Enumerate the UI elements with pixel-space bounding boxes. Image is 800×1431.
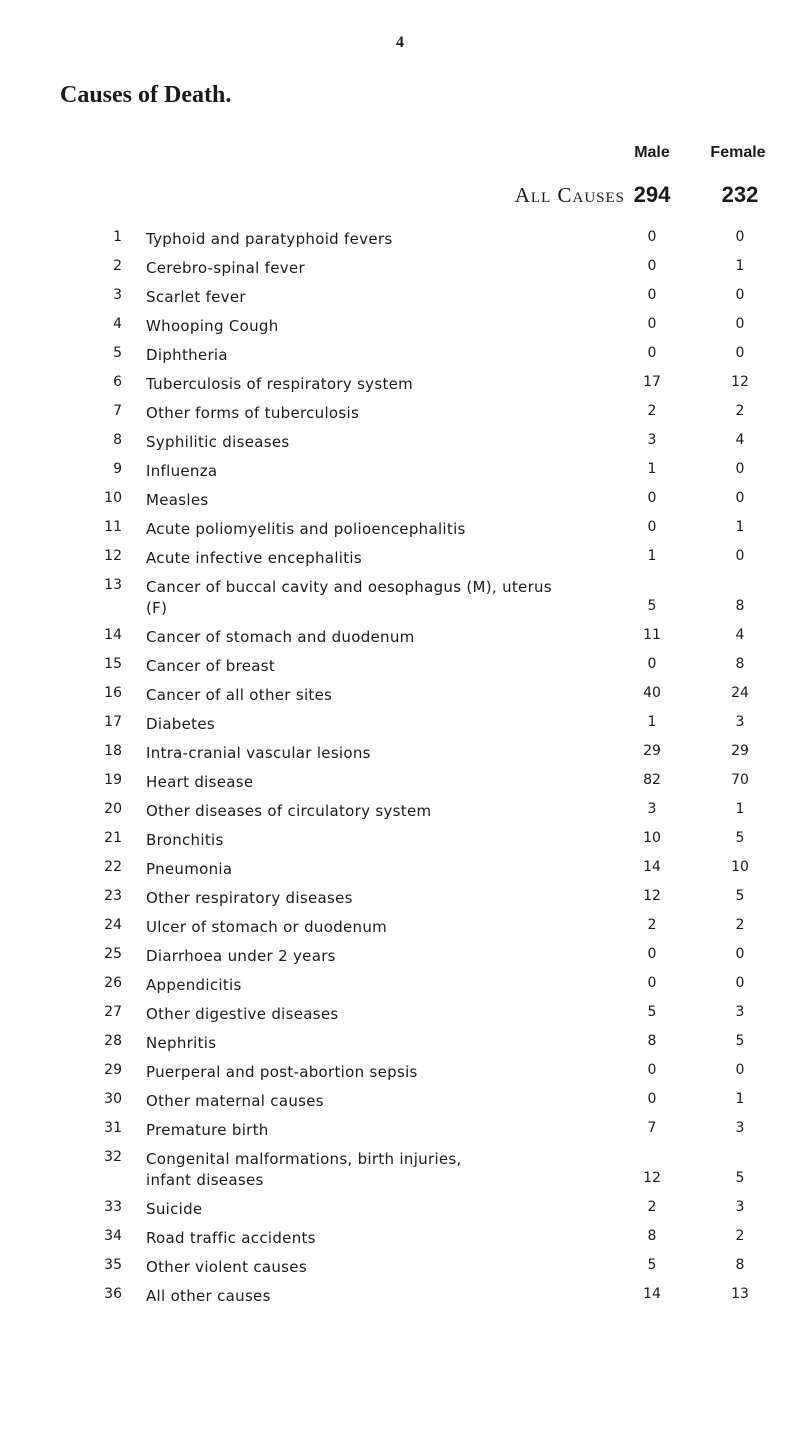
cause-label bbox=[146, 1091, 622, 1112]
female-count: 1 bbox=[735, 801, 745, 817]
cause-label-text: Influenza bbox=[146, 462, 218, 480]
row-number: 18 bbox=[104, 743, 122, 759]
row-number: 14 bbox=[104, 627, 122, 643]
cause-label bbox=[146, 461, 622, 482]
row-number: 15 bbox=[104, 656, 122, 672]
cause-label bbox=[146, 287, 622, 308]
cause-label-text: Road traffic accidents bbox=[146, 1229, 316, 1247]
row-number: 16 bbox=[104, 685, 122, 701]
table-row bbox=[0, 575, 800, 625]
male-count: 0 bbox=[647, 345, 657, 361]
male-count: 17 bbox=[643, 374, 661, 390]
table-row bbox=[0, 1002, 800, 1031]
male-count: 8 bbox=[647, 1228, 657, 1244]
table-row bbox=[0, 944, 800, 973]
row-number: 27 bbox=[104, 1004, 122, 1020]
table-row bbox=[0, 1089, 800, 1118]
table-row bbox=[0, 915, 800, 944]
cause-label bbox=[146, 577, 622, 619]
causes-table bbox=[0, 227, 800, 1313]
male-count: 2 bbox=[647, 1199, 657, 1215]
table-row bbox=[0, 227, 800, 256]
female-count: 3 bbox=[735, 1004, 745, 1020]
female-count: 2 bbox=[735, 917, 745, 933]
male-count: 40 bbox=[643, 685, 661, 701]
male-count: 0 bbox=[647, 1091, 657, 1107]
cause-label-text: Intra-cranial vascular lesions bbox=[146, 744, 371, 762]
row-number: 5 bbox=[113, 345, 122, 361]
cause-label-text: Puerperal and post-abortion sepsis bbox=[146, 1063, 418, 1081]
row-number: 33 bbox=[104, 1199, 122, 1215]
table-row bbox=[0, 828, 800, 857]
cause-label bbox=[146, 685, 622, 706]
table-row bbox=[0, 1118, 800, 1147]
cause-label-text: Typhoid and paratyphoid fevers bbox=[146, 230, 393, 248]
female-count: 0 bbox=[735, 490, 745, 506]
female-count: 13 bbox=[731, 1286, 749, 1302]
cause-label bbox=[146, 975, 622, 996]
male-count: 0 bbox=[647, 946, 657, 962]
cause-label-text: Bronchitis bbox=[146, 831, 224, 849]
cause-label bbox=[146, 772, 622, 793]
table-row bbox=[0, 799, 800, 828]
cause-label-text: Cancer of buccal cavity and oesophagus (M), uterus bbox=[146, 578, 552, 596]
row-number: 13 bbox=[104, 577, 122, 593]
male-count: 3 bbox=[647, 801, 657, 817]
cause-label-text: Acute poliomyelitis and polioencephalitis bbox=[146, 520, 466, 538]
male-count: 0 bbox=[647, 316, 657, 332]
row-number: 26 bbox=[104, 975, 122, 991]
table-row bbox=[0, 517, 800, 546]
cause-label bbox=[146, 1286, 622, 1307]
cause-label-text: Diphtheria bbox=[146, 346, 228, 364]
male-count: 1 bbox=[647, 548, 657, 564]
cause-label-text: Whooping Cough bbox=[146, 317, 279, 335]
male-count: 7 bbox=[647, 1120, 657, 1136]
row-number: 24 bbox=[104, 917, 122, 933]
table-row bbox=[0, 654, 800, 683]
female-count: 2 bbox=[735, 1228, 745, 1244]
table-row bbox=[0, 886, 800, 915]
cause-label bbox=[146, 801, 622, 822]
row-number: 2 bbox=[113, 258, 122, 274]
cause-label bbox=[146, 743, 622, 764]
cause-label-text: Tuberculosis of respiratory system bbox=[146, 375, 414, 393]
cause-label bbox=[146, 1199, 622, 1220]
table-row bbox=[0, 1031, 800, 1060]
cause-label-text: All other causes bbox=[146, 1287, 271, 1305]
female-count: 0 bbox=[735, 287, 745, 303]
cause-label-text: Other violent causes bbox=[146, 1258, 307, 1276]
table-row bbox=[0, 741, 800, 770]
cause-label bbox=[146, 830, 622, 851]
row-number: 3 bbox=[113, 287, 122, 303]
male-count: 11 bbox=[643, 627, 661, 643]
cause-label bbox=[146, 490, 622, 511]
male-count: 0 bbox=[647, 656, 657, 672]
male-count: 0 bbox=[647, 519, 657, 535]
row-number: 30 bbox=[104, 1091, 122, 1107]
row-number: 10 bbox=[104, 490, 122, 506]
row-number: 28 bbox=[104, 1033, 122, 1049]
cause-label-text: Congenital malformations, birth injuries, bbox=[146, 1150, 462, 1168]
row-number: 4 bbox=[113, 316, 122, 332]
cause-label-continuation: (F) bbox=[146, 599, 168, 617]
cause-label bbox=[146, 1149, 622, 1191]
row-number: 11 bbox=[104, 519, 122, 535]
male-count: 10 bbox=[643, 830, 661, 846]
cause-label-text: Cerebro-spinal fever bbox=[146, 259, 305, 277]
cause-label-text: Measles bbox=[146, 491, 209, 509]
female-count: 0 bbox=[735, 345, 745, 361]
cause-label-text: Premature birth bbox=[146, 1121, 269, 1139]
row-number: 31 bbox=[104, 1120, 122, 1136]
female-count: 29 bbox=[731, 743, 749, 759]
male-count: 0 bbox=[647, 975, 657, 991]
row-number: 6 bbox=[113, 374, 122, 390]
cause-label bbox=[146, 1062, 622, 1083]
table-row bbox=[0, 1284, 800, 1313]
female-count: 1 bbox=[735, 258, 745, 274]
male-count: 0 bbox=[647, 490, 657, 506]
table-row bbox=[0, 401, 800, 430]
female-count: 0 bbox=[735, 229, 745, 245]
cause-label-text: Syphilitic diseases bbox=[146, 433, 290, 451]
cause-label-text: Other digestive diseases bbox=[146, 1005, 339, 1023]
cause-label-text: Ulcer of stomach or duodenum bbox=[146, 918, 388, 936]
row-number: 12 bbox=[104, 548, 122, 564]
cause-label bbox=[146, 859, 622, 880]
cause-label bbox=[146, 1004, 622, 1025]
male-count: 2 bbox=[647, 403, 657, 419]
female-count: 4 bbox=[735, 432, 745, 448]
female-count: 0 bbox=[735, 1062, 745, 1078]
row-number: 8 bbox=[113, 432, 122, 448]
male-count: 14 bbox=[643, 859, 661, 875]
female-count: 5 bbox=[735, 830, 745, 846]
table-row bbox=[0, 372, 800, 401]
female-count: 10 bbox=[731, 859, 749, 875]
row-number: 32 bbox=[104, 1149, 122, 1165]
row-number: 22 bbox=[104, 859, 122, 875]
male-count: 12 bbox=[643, 888, 661, 904]
cause-label bbox=[146, 316, 622, 337]
cause-label bbox=[146, 714, 622, 735]
table-row bbox=[0, 770, 800, 799]
cause-label-text: Suicide bbox=[146, 1200, 203, 1218]
male-count: 0 bbox=[647, 287, 657, 303]
cause-label bbox=[146, 656, 622, 677]
table-row bbox=[0, 256, 800, 285]
female-count: 2 bbox=[735, 403, 745, 419]
male-count: 3 bbox=[647, 432, 657, 448]
page-title: Causes of Death. bbox=[60, 82, 232, 108]
male-count: 2 bbox=[647, 917, 657, 933]
male-column-header: Male bbox=[634, 144, 670, 161]
cause-label-text: Other maternal causes bbox=[146, 1092, 324, 1110]
male-count: 12 bbox=[643, 1170, 661, 1186]
male-count: 5 bbox=[647, 1004, 657, 1020]
female-count: 0 bbox=[735, 461, 745, 477]
row-number: 23 bbox=[104, 888, 122, 904]
all-causes-female-total: 232 bbox=[721, 182, 759, 207]
cause-label-text: Other forms of tuberculosis bbox=[146, 404, 360, 422]
female-count: 3 bbox=[735, 714, 745, 730]
cause-label-continuation: infant diseases bbox=[146, 1171, 264, 1189]
row-number: 29 bbox=[104, 1062, 122, 1078]
male-count: 0 bbox=[647, 258, 657, 274]
female-count: 8 bbox=[735, 1257, 745, 1273]
cause-label-text: Cancer of breast bbox=[146, 657, 276, 675]
cause-label bbox=[146, 229, 622, 250]
cause-label bbox=[146, 627, 622, 648]
row-number: 1 bbox=[113, 229, 122, 245]
row-number: 7 bbox=[113, 403, 122, 419]
cause-label-text: Nephritis bbox=[146, 1034, 217, 1052]
male-count: 1 bbox=[647, 714, 657, 730]
female-count: 8 bbox=[735, 598, 745, 614]
female-count: 70 bbox=[731, 772, 749, 788]
male-count: 29 bbox=[643, 743, 661, 759]
cause-label bbox=[146, 374, 622, 395]
female-count: 0 bbox=[735, 548, 745, 564]
cause-label bbox=[146, 888, 622, 909]
all-causes-label: All Causes bbox=[514, 183, 625, 207]
table-row bbox=[0, 546, 800, 575]
table-row bbox=[0, 1226, 800, 1255]
cause-label bbox=[146, 432, 622, 453]
cause-label bbox=[146, 548, 622, 569]
female-count: 5 bbox=[735, 1033, 745, 1049]
female-count: 0 bbox=[735, 316, 745, 332]
cause-label-text: Appendicitis bbox=[146, 976, 242, 994]
all-causes-male-total: 294 bbox=[633, 182, 671, 207]
cause-label-text: Heart disease bbox=[146, 773, 254, 791]
cause-label-text: Acute infective encephalitis bbox=[146, 549, 363, 567]
table-row bbox=[0, 459, 800, 488]
row-number: 17 bbox=[104, 714, 122, 730]
male-count: 8 bbox=[647, 1033, 657, 1049]
cause-label bbox=[146, 1257, 622, 1278]
cause-label-text: Diabetes bbox=[146, 715, 215, 733]
table-row bbox=[0, 973, 800, 1002]
table-row bbox=[0, 1147, 800, 1197]
cause-label-text: Cancer of stomach and duodenum bbox=[146, 628, 415, 646]
female-count: 3 bbox=[735, 1199, 745, 1215]
female-count: 4 bbox=[735, 627, 745, 643]
female-count: 0 bbox=[735, 946, 745, 962]
row-number: 20 bbox=[104, 801, 122, 817]
cause-label bbox=[146, 1228, 622, 1249]
male-count: 5 bbox=[647, 1257, 657, 1273]
row-number: 21 bbox=[104, 830, 122, 846]
table-row bbox=[0, 1060, 800, 1089]
male-count: 0 bbox=[647, 1062, 657, 1078]
cause-label bbox=[146, 258, 622, 279]
row-number: 36 bbox=[104, 1286, 122, 1302]
female-count: 8 bbox=[735, 656, 745, 672]
male-count: 14 bbox=[643, 1286, 661, 1302]
cause-label bbox=[146, 1120, 622, 1141]
table-row bbox=[0, 285, 800, 314]
table-row bbox=[0, 343, 800, 372]
cause-label-text: Cancer of all other sites bbox=[146, 686, 333, 704]
cause-label bbox=[146, 345, 622, 366]
female-count: 1 bbox=[735, 519, 745, 535]
female-count: 24 bbox=[731, 685, 749, 701]
row-number: 35 bbox=[104, 1257, 122, 1273]
male-count: 1 bbox=[647, 461, 657, 477]
row-number: 9 bbox=[113, 461, 122, 477]
female-count: 0 bbox=[735, 975, 745, 991]
female-count: 5 bbox=[735, 1170, 745, 1186]
cause-label-text: Other diseases of circulatory system bbox=[146, 802, 432, 820]
cause-label bbox=[146, 519, 622, 540]
table-row bbox=[0, 712, 800, 741]
row-number: 25 bbox=[104, 946, 122, 962]
cause-label-text: Other respiratory diseases bbox=[146, 889, 353, 907]
male-count: 5 bbox=[647, 598, 657, 614]
cause-label-text: Pneumonia bbox=[146, 860, 233, 878]
female-count: 3 bbox=[735, 1120, 745, 1136]
page-number: 4 bbox=[396, 34, 404, 51]
table-row bbox=[0, 314, 800, 343]
table-row bbox=[0, 430, 800, 459]
cause-label bbox=[146, 917, 622, 938]
table-row bbox=[0, 1255, 800, 1284]
cause-label-text: Scarlet fever bbox=[146, 288, 246, 306]
row-number: 34 bbox=[104, 1228, 122, 1244]
row-number: 19 bbox=[104, 772, 122, 788]
female-count: 5 bbox=[735, 888, 745, 904]
table-row bbox=[0, 1197, 800, 1226]
table-row bbox=[0, 857, 800, 886]
cause-label-text: Diarrhoea under 2 years bbox=[146, 947, 336, 965]
female-column-header: Female bbox=[710, 144, 766, 161]
table-row bbox=[0, 683, 800, 712]
table-row bbox=[0, 488, 800, 517]
female-count: 1 bbox=[735, 1091, 745, 1107]
cause-label bbox=[146, 403, 622, 424]
table-row bbox=[0, 625, 800, 654]
male-count: 82 bbox=[643, 772, 661, 788]
cause-label bbox=[146, 1033, 622, 1054]
male-count: 0 bbox=[647, 229, 657, 245]
cause-label bbox=[146, 946, 622, 967]
female-count: 12 bbox=[731, 374, 749, 390]
